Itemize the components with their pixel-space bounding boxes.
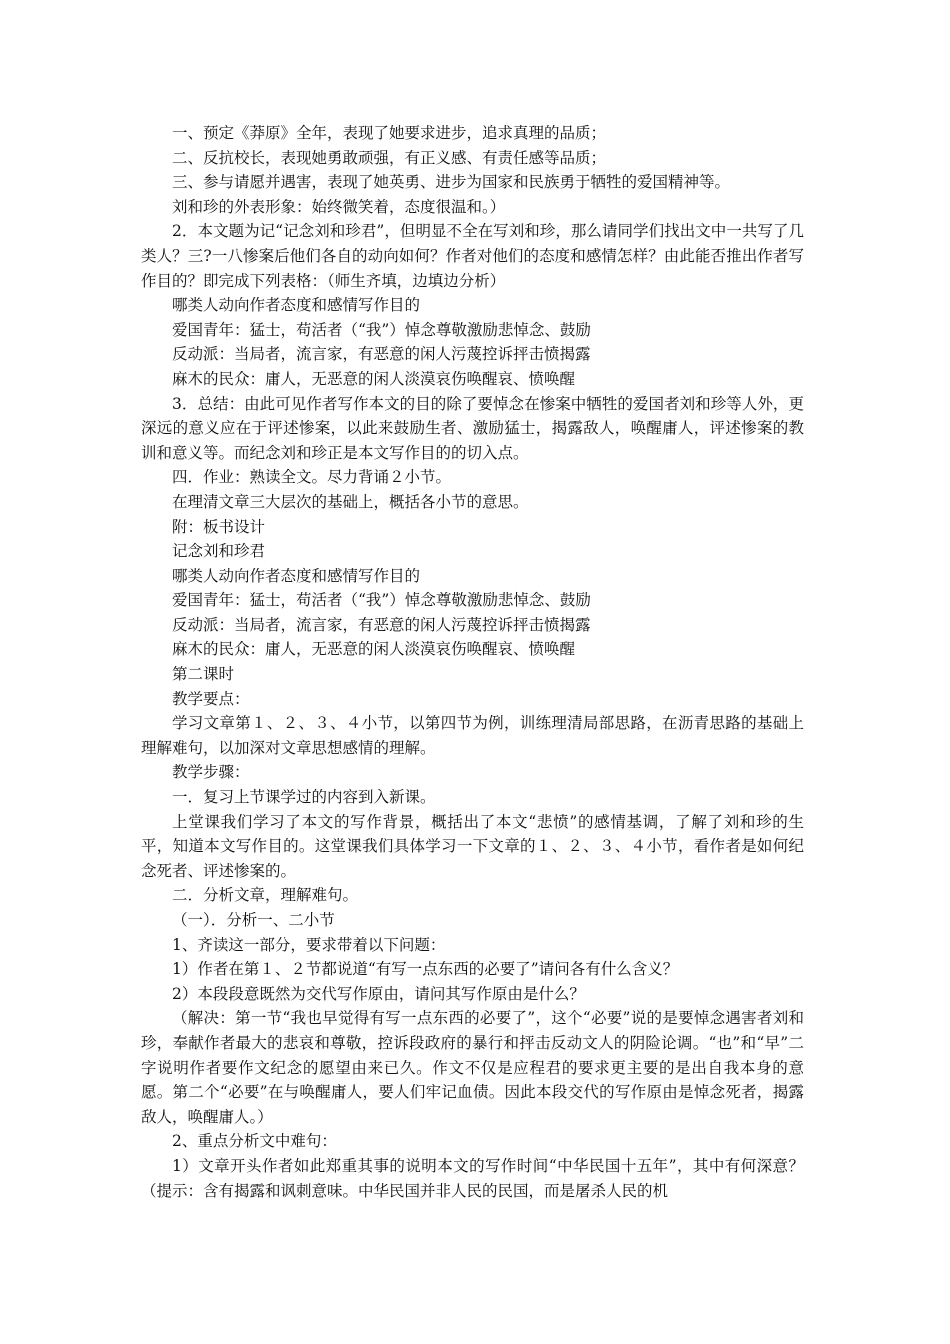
table-row-line: 爱国青年：猛士，苟活者（“我”）悼念尊敬激励悲悼念、鼓励 (172, 591, 591, 610)
paragraph: 教学步骤： (172, 763, 250, 782)
paragraph: 2．本文题为记“记念刘和珍君”，但明显不全在写刘和珍，那么请同学们找出文中一共写了几类人？三?一八惨案后他们各自的动向如何？作者对他们的态度和感情怎样？由此能否推出作者写作目的？即完成下列表格：（师生齐填，边填边分析） (141, 222, 804, 290)
paragraph: 刘和珍的外表形象：始终微笑着，态度很温和。） (172, 197, 506, 216)
paragraph: 在理清文章三大层次的基础上，概括各小节的意思。 (172, 492, 529, 511)
paragraph: 2、重点分析文中难句： (172, 1132, 337, 1151)
board-title: 记念刘和珍君 (172, 542, 266, 561)
paragraph: 附：板书设计 (172, 517, 266, 536)
table-row-line: 麻木的民众：庸人，无恶意的闲人淡漠哀伤唤醒哀、愤唤醒 (172, 640, 576, 659)
paragraph: 教学要点： (172, 689, 250, 708)
paragraph: 三、参与请愿并遇害，表现了她英勇、进步为国家和民族勇于牺牲的爱国精神等。 (172, 173, 731, 192)
paragraph: （一）．分析一、二小节 (172, 911, 335, 929)
paragraph: 四．作业：熟读全文。尽力背诵２小节。 (172, 468, 452, 487)
table-row-line: 反动派：当局者，流言家，有恶意的闲人污蔑控诉抨击愤揭露 (172, 345, 591, 364)
table-header-line: 哪类人动向作者态度和感情写作目的 (172, 296, 421, 315)
paragraph: 1）文章开头作者如此郑重其事的说明本文的写作时间“中华民国十五年”，其中有何深意？（提示：含有揭露和讽刺意味。中华民国并非人民的民国，而是屠杀人民的机 (141, 1156, 804, 1200)
section-heading: 第二课时 (172, 665, 235, 684)
paragraph: 学习文章第１、２、３、４小节，以第四节为例，训练理清局部思路，在沥青思路的基础上理解难句，以加深对文章思想感情的理解。 (141, 714, 804, 757)
paragraph: 1、齐读这一部分，要求带着以下问题： (172, 935, 446, 954)
paragraph: 二、反抗校长，表现她勇敢顽强，有正义感、有责任感等品质； (172, 148, 607, 167)
paragraph: 2）本段段意既然为交代写作原由，请问其写作原由是什么？ (172, 984, 585, 1003)
paragraph: 一、预定《莽原》全年，表现了她要求进步，追求真理的品质； (172, 124, 607, 142)
paragraph: 上堂课我们学习了本文的写作背景，概括出了本文“悲愤”的感情基调，了解了刘和珍的生平，知道本文写作目的。这堂课我们具体学习一下文章的１、２、３、４小节，看作者是如何纪念死者、评述惨案的。 (141, 812, 804, 880)
paragraph: 一．复习上节课学过的内容到入新课。 (172, 788, 436, 807)
paragraph: （解决：第一节“我也早觉得有写一点东西的必要了”，这个“必要”说的是要悼念遇害者刘和珍，奉献作者最大的悲哀和尊敬，控诉段政府的暴行和抨击反动文人的阴险论调。“也”和“早”二字说明作者要作文纪念的愿望由来已久。作文不仅是应程君的要求更主要的是出自我本身的意愿。第二个“必要”在与唤醒庸人，要人们牢记血债。因此本段交代的写作原由是悼念死者，揭露敌人，唤醒庸人。） (141, 1009, 804, 1126)
paragraph: 二．分析文章，理解难句。 (172, 886, 359, 905)
table-row-line: 反动派：当局者，流言家，有恶意的闲人污蔑控诉抨击愤揭露 (172, 615, 591, 634)
table-row-line: 麻木的民众：庸人，无恶意的闲人淡漠哀伤唤醒哀、愤唤醒 (172, 369, 576, 388)
paragraph: 3．总结：由此可见作者写作本文的目的除了要悼念在惨案中牺牲的爱国者刘和珍等人外，更深远的意义应在于评述惨案，以此来鼓励生者、激励猛士，揭露敌人，唤醒庸人，评述惨案的教训和意义等。而纪念刘和珍正是本文写作目的的切入点。 (141, 394, 804, 462)
table-header-line: 哪类人动向作者态度和感情写作目的 (172, 566, 421, 585)
table-row-line: 爱国青年：猛士，苟活者（“我”）悼念尊敬激励悲悼念、鼓励 (172, 320, 591, 339)
paragraph: 1）作者在第１、２节都说道“有写一点东西的必要了”请问各有什么含义？ (172, 960, 679, 979)
